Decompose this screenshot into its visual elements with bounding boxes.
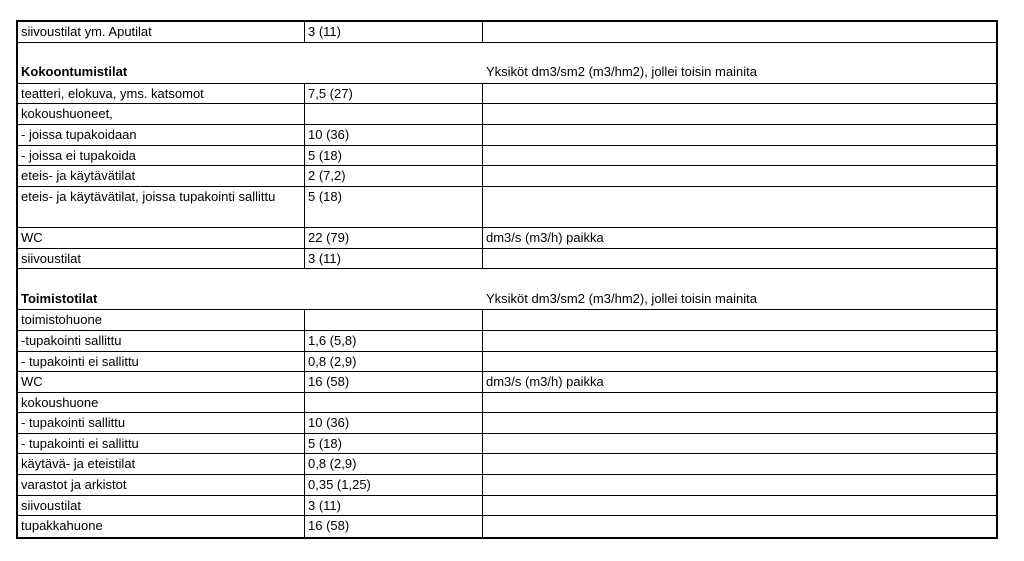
space-type-cell: teatteri, elokuva, yms. katsomot	[18, 84, 305, 104]
unit-note-cell	[483, 104, 996, 124]
unit-note-cell	[483, 125, 996, 145]
unit-note-cell	[483, 249, 996, 269]
table-row	[18, 496, 996, 517]
section-title: Kokoontumistilat	[21, 64, 128, 80]
table-row	[18, 84, 996, 105]
airflow-value-cell: 5 (18)	[305, 187, 483, 227]
unit-note-cell	[483, 310, 996, 330]
unit-note-cell	[483, 434, 996, 454]
table-row	[18, 125, 996, 146]
table-row	[18, 393, 996, 414]
table-row	[18, 166, 996, 187]
table-row	[18, 352, 996, 373]
space-type-cell: -tupakointi sallittu	[18, 331, 305, 351]
airflow-value-cell: 22 (79)	[305, 228, 483, 248]
unit-note-cell: dm3/s (m3/h) paikka	[486, 229, 604, 245]
table-row	[18, 146, 996, 167]
unit-note-cell	[483, 516, 996, 537]
space-type-cell: - joissa tupakoidaan	[18, 125, 305, 145]
unit-note-cell	[483, 84, 996, 104]
table-row	[18, 372, 996, 393]
section-title: Toimistotilat	[21, 290, 98, 306]
space-type-cell: - tupakointi ei sallittu	[18, 434, 305, 454]
space-type-cell: siivoustilat	[18, 496, 305, 516]
airflow-value-cell: 5 (18)	[305, 434, 483, 454]
airflow-value-cell: 10 (36)	[305, 125, 483, 145]
table-row	[18, 228, 996, 249]
airflow-value-cell	[305, 393, 483, 413]
unit-note-cell	[483, 393, 996, 413]
table-row	[18, 104, 996, 125]
space-type-cell: - tupakointi ei sallittu	[18, 352, 305, 372]
airflow-value-cell: 0,35 (1,25)	[305, 475, 483, 495]
airflow-value-cell	[305, 104, 483, 124]
space-type-cell: kokoushuoneet,	[18, 104, 305, 124]
airflow-value-cell: 0,8 (2,9)	[305, 454, 483, 474]
unit-note-cell: Yksiköt dm3/sm2 (m3/hm2), jollei toisin mainita	[486, 290, 757, 306]
space-type-cell: WC	[18, 228, 305, 248]
airflow-value-cell: 7,5 (27)	[305, 84, 483, 104]
space-type-cell: varastot ja arkistot	[18, 475, 305, 495]
space-type-cell: tupakkahuone	[18, 516, 305, 537]
airflow-value-cell: 0,8 (2,9)	[305, 352, 483, 372]
unit-note-cell	[483, 22, 996, 42]
unit-note-cell	[483, 496, 996, 516]
table-row	[18, 331, 996, 352]
unit-note-cell	[483, 352, 996, 372]
space-type-cell: eteis- ja käytävätilat	[18, 166, 305, 186]
section-heading-row	[18, 43, 996, 84]
space-type-cell: - joissa ei tupakoida	[18, 146, 305, 166]
space-type-cell: käytävä- ja eteistilat	[18, 454, 305, 474]
table-row	[18, 310, 996, 331]
unit-note-cell	[483, 166, 996, 186]
unit-note-cell	[483, 331, 996, 351]
table-row	[18, 454, 996, 475]
space-type-cell: siivoustilat ym. Aputilat	[18, 22, 305, 42]
airflow-value-cell: 16 (58)	[305, 372, 483, 392]
space-type-cell: eteis- ja käytävätilat, joissa tupakointi sallittu	[18, 187, 305, 227]
unit-note-cell	[483, 146, 996, 166]
unit-note-cell	[483, 475, 996, 495]
table-row	[18, 516, 996, 537]
space-type-cell: kokoushuone	[18, 393, 305, 413]
table-row	[18, 249, 996, 270]
table-row	[18, 187, 996, 228]
airflow-value-cell: 2 (7,2)	[305, 166, 483, 186]
space-type-cell: - tupakointi sallittu	[18, 413, 305, 433]
airflow-value-cell: 5 (18)	[305, 146, 483, 166]
unit-note-cell: Yksiköt dm3/sm2 (m3/hm2), jollei toisin mainita	[486, 64, 757, 80]
airflow-value-cell: 3 (11)	[305, 22, 483, 42]
ventilation-table	[16, 20, 998, 539]
table-row	[18, 434, 996, 455]
airflow-value-cell: 10 (36)	[305, 413, 483, 433]
table-row	[18, 475, 996, 496]
section-heading-row	[18, 269, 996, 310]
space-type-cell: WC	[18, 372, 305, 392]
airflow-value-cell: 3 (11)	[305, 249, 483, 269]
table-row	[18, 413, 996, 434]
unit-note-cell	[483, 454, 996, 474]
airflow-value-cell: 1,6 (5,8)	[305, 331, 483, 351]
unit-note-cell	[483, 413, 996, 433]
table-row	[18, 22, 996, 43]
unit-note-cell: dm3/s (m3/h) paikka	[486, 374, 604, 390]
space-type-cell: siivoustilat	[18, 249, 305, 269]
space-type-cell: toimistohuone	[18, 310, 305, 330]
airflow-value-cell: 3 (11)	[305, 496, 483, 516]
airflow-value-cell	[305, 310, 483, 330]
airflow-value-cell: 16 (58)	[305, 516, 483, 537]
unit-note-cell	[483, 187, 996, 227]
